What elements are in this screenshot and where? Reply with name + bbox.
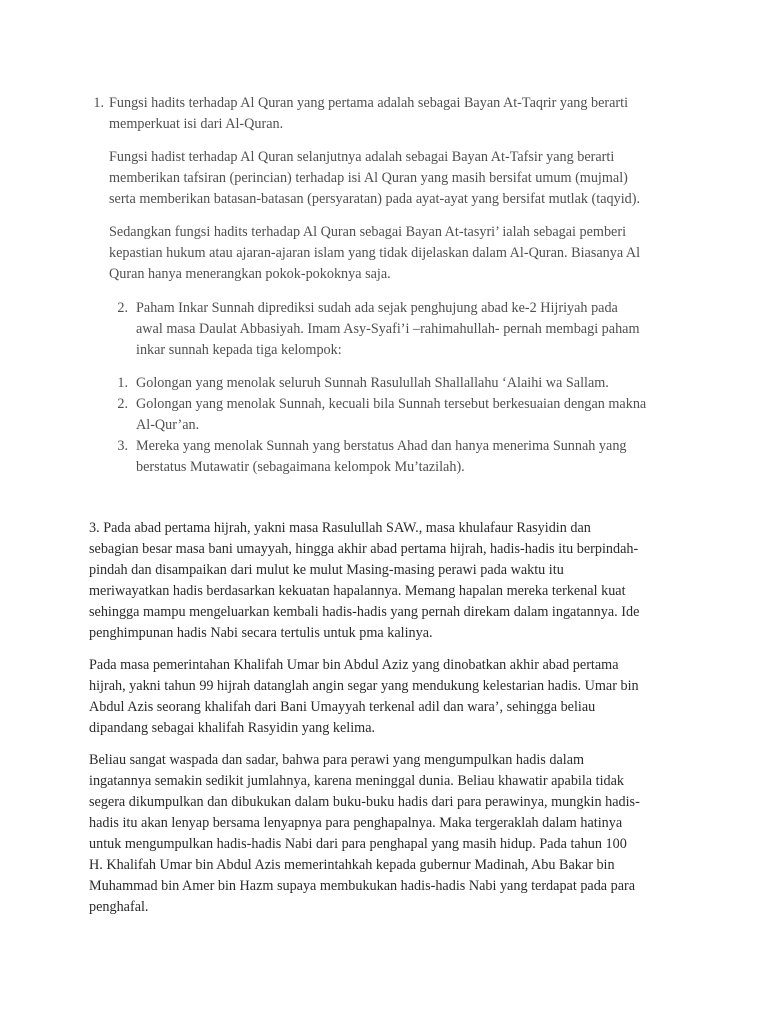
sublist-number-3: 3.	[117, 438, 128, 454]
sublist-item-3	[136, 436, 627, 478]
list-number-2: 2.	[117, 300, 128, 316]
text-line: Beliau sangat waspada dan sadar, bahwa para perawi yang mengumpulkan hadis dalam	[89, 752, 585, 768]
text-line: 3. Pada abad pertama hijrah, yakni masa Rasulullah SAW., masa khulafaur Rasyidin dan	[89, 520, 591, 536]
text-line: ingatannya semakin sedikit jumlahnya, karena meninggal dunia. Beliau khawatir apabila tidak	[89, 773, 625, 789]
text-line: berstatus Mutawatir (sebagaimana kelompok Mu’tazilah).	[136, 459, 465, 475]
text-line: H. Khalifah Umar bin Abdul Azis memerintahkah kepada gubernur Madinah, Abu Bakar bin	[89, 857, 615, 873]
text-line: Quran hanya menerangkan pokok-pokoknya saja.	[109, 266, 391, 282]
text-line: Fungsi hadits terhadap Al Quran yang pertama adalah sebagai Bayan At-Taqrir yang berarti	[109, 95, 629, 111]
text-line: sebagian besar masa bani umayyah, hingga akhir abad pertama hijrah, hadis-hadis itu berpindah-	[89, 541, 639, 557]
text-line: sehingga mampu mengeluarkan kembali hadis-hadis yang pernah direkam dalam ingatannya. Ide	[89, 604, 640, 620]
text-line: meriwayatkan hadis berdasarkan kekuatan hapalannya. Memang hapalan mereka terkenal kuat	[89, 583, 626, 599]
text-line: Golongan yang menolak Sunnah, kecuali bila Sunnah tersebut berkesuaian dengan makna	[136, 396, 647, 412]
text-line: awal masa Daulat Abbasiyah. Imam Asy-Syafi’i –rahimahullah- pernah membagi paham	[136, 321, 640, 337]
text-line: dipandang sebagai khalifah Rasyidin yang kelima.	[89, 720, 376, 736]
text-line: inkar sunnah kepada tiga kelompok:	[136, 342, 342, 358]
text-line: Golongan yang menolak seluruh Sunnah Rasulullah Shallallahu ‘Alaihi wa Sallam.	[136, 375, 609, 391]
sublist-item-1	[136, 373, 609, 394]
sublist-item-2	[136, 394, 646, 436]
text-line: Al-Qur’an.	[136, 417, 200, 433]
text-line: pindah dan disampaikan dari mulut ke mulut Masing-masing perawi pada waktu itu	[89, 562, 564, 578]
sublist-number-2: 2.	[117, 396, 128, 412]
paragraph-abad-pertama-hijrah	[89, 518, 639, 644]
text-line: hadis itu akan lenyap bersama lenyapnya para penghapalnya. Maka tergeraklah dalam hatinya	[89, 815, 623, 831]
text-line: Paham Inkar Sunnah diprediksi sudah ada sejak penghujung abad ke-2 Hijriyah pada	[136, 300, 618, 316]
text-line: memberikan tafsiran (perincian) terhadap isi Al Quran yang masih bersifat umum (mujmal)	[109, 170, 628, 186]
text-line: Pada masa pemerintahan Khalifah Umar bin Abdul Aziz yang dinobatkan akhir abad pertama	[89, 657, 619, 673]
text-line: penghafal.	[89, 899, 149, 915]
text-line: segera dikumpulkan dan dibukukan dalam buku-buku hadis dari para perawinya, mungkin hadis-	[89, 794, 640, 810]
list-number-1: 1.	[93, 95, 104, 111]
sublist-number-1: 1.	[117, 375, 128, 391]
paragraph-inkar-sunnah	[136, 298, 640, 361]
text-line: Mereka yang menolak Sunnah yang berstatus Ahad dan hanya menerima Sunnah yang	[136, 438, 627, 454]
paragraph-umar-bin-abdul-aziz	[89, 655, 639, 739]
text-line: hijrah, yakni tahun 99 hijrah datanglah angin segar yang mendukung kelestarian hadis. Umar bin	[89, 678, 639, 694]
text-line: memperkuat isi dari Al-Quran.	[109, 116, 284, 132]
text-line: kepastian hukum atau ajaran-ajaran islam yang tidak dijelaskan dalam Al-Quran. Biasanya Al	[109, 245, 641, 261]
paragraph-bayan-tafsir	[109, 147, 640, 210]
text-line: Sedangkan fungsi hadits terhadap Al Quran sebagai Bayan At-tasyri’ ialah sebagai pemberi	[109, 224, 627, 240]
paragraph-bayan-tasyri	[109, 222, 640, 285]
text-line: penghimpunan hadis Nabi secara tertulis untuk pma kalinya.	[89, 625, 433, 641]
paragraph-beliau-waspada	[89, 750, 640, 918]
paragraph-bayan-taqrir	[109, 93, 628, 135]
text-line: Fungsi hadist terhadap Al Quran selanjutnya adalah sebagai Bayan At-Tafsir yang berarti	[109, 149, 615, 165]
text-line: Muhammad bin Amer bin Hazm supaya membukukan hadis-hadis Nabi yang terdapat pada para	[89, 878, 636, 894]
text-line: serta memberikan batasan-batasan (persyaratan) pada ayat-ayat yang bersifat mutlak (taqyid).	[109, 191, 640, 207]
text-line: Abdul Azis seorang khalifah dari Bani Umayyah terkenal adil dan wara’, sehingga beliau	[89, 699, 596, 715]
text-line: untuk mengumpulkan hadis-hadis Nabi dari para penghapal yang masih hidup. Pada tahun 100	[89, 836, 627, 852]
